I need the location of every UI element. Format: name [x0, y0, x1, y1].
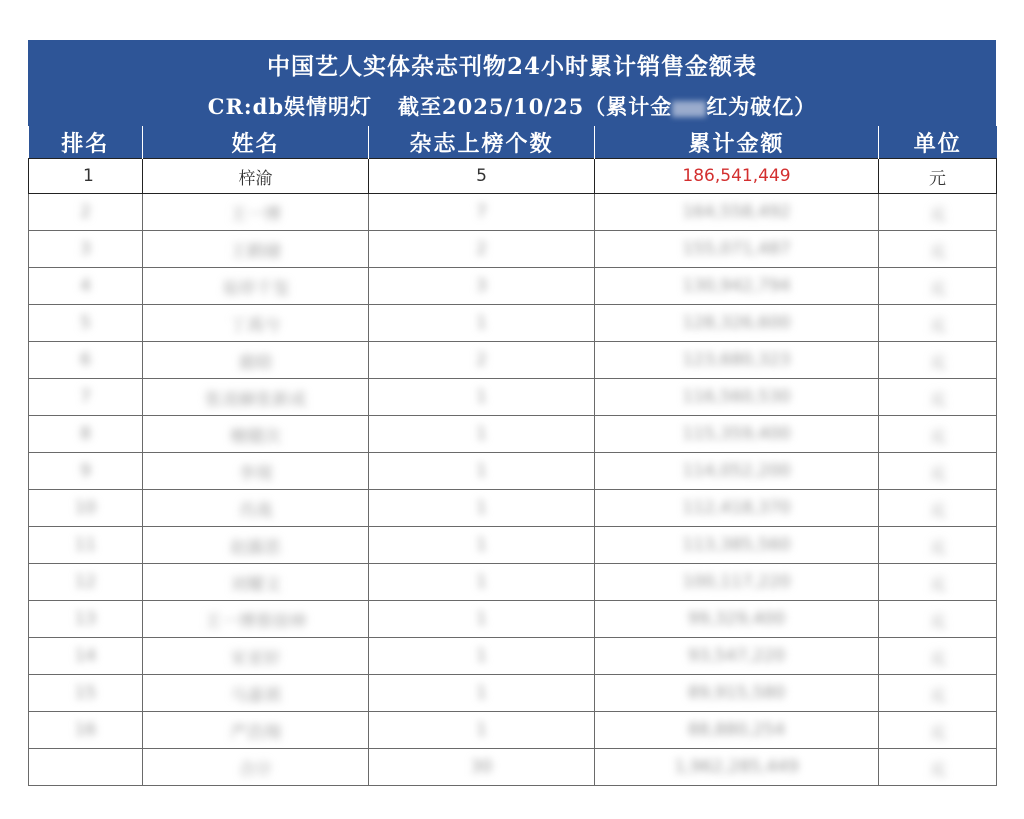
rank-text: 3 [80, 239, 91, 259]
table-row [29, 194, 997, 231]
rank-text: 4 [80, 276, 91, 296]
count-cell: 5 [369, 159, 595, 194]
amount-cell [595, 638, 879, 675]
name-text: 易烊千玺 [221, 278, 290, 299]
amount-cell [595, 675, 879, 712]
amount-text: 114,052,200 [682, 461, 791, 481]
count-cell [369, 416, 595, 453]
count-cell [369, 712, 595, 749]
amount-text: 99,329,400 [687, 609, 786, 629]
count-text: 1 [476, 461, 487, 481]
unit-text: 元 [929, 204, 946, 225]
name-text: 宋亚轩 [230, 648, 281, 669]
amount-cell [595, 527, 879, 564]
unit-cell [879, 453, 997, 490]
rank-cell [29, 379, 143, 416]
count-cell [369, 268, 595, 305]
amount-text: 100,117,220 [682, 572, 791, 592]
name-cell [143, 564, 369, 601]
amount-text: 93,547,220 [687, 646, 786, 666]
unit-cell [879, 416, 997, 453]
rank-cell [29, 453, 143, 490]
name-cell [143, 638, 369, 675]
amount-cell [595, 194, 879, 231]
amount-cell [595, 231, 879, 268]
count-cell [369, 601, 595, 638]
rank-text: 6 [80, 350, 91, 370]
unit-text: 元 [929, 426, 946, 447]
count-cell [369, 194, 595, 231]
name-text: 王一博 [230, 204, 281, 225]
name-cell [143, 749, 369, 786]
note-suffix: 红为破亿） [706, 94, 817, 119]
rank-text: 10 [74, 498, 97, 518]
name-cell [143, 379, 369, 416]
unit-text: 元 [929, 648, 946, 669]
rank-text: 13 [74, 609, 97, 629]
table-row [29, 564, 997, 601]
name-cell [143, 453, 369, 490]
name-cell [143, 490, 369, 527]
rank-cell [29, 342, 143, 379]
amount-cell [595, 453, 879, 490]
unit-cell [879, 490, 997, 527]
unit-cell: 元 [879, 159, 997, 194]
rank-cell [29, 638, 143, 675]
amount-text: 128,326,600 [682, 313, 791, 333]
amount-cell [595, 416, 879, 453]
rank-text: 15 [74, 683, 97, 703]
count-text: 7 [476, 202, 487, 222]
unit-text: 元 [929, 611, 946, 632]
unit-text: 元 [929, 352, 946, 373]
unit-text: 元 [929, 500, 946, 521]
rank-cell [29, 268, 143, 305]
count-cell [369, 564, 595, 601]
count-cell [369, 490, 595, 527]
table-row [29, 675, 997, 712]
amount-cell: 186,541,449 [595, 159, 879, 194]
table-row [29, 601, 997, 638]
table-row [29, 527, 997, 564]
amount-cell [595, 601, 879, 638]
count-cell [369, 379, 595, 416]
header-amount: 累计金额 [595, 126, 879, 159]
amount-cell [595, 305, 879, 342]
name-cell: 梓渝 [143, 159, 369, 194]
unit-cell [879, 194, 997, 231]
rank-cell [29, 416, 143, 453]
name-text: 王一博蔡徐坤 [204, 611, 307, 632]
amount-text: 164,558,492 [682, 202, 791, 222]
credit-text: CR:db娱情明灯 [207, 94, 373, 119]
amount-text: 113,385,560 [682, 535, 791, 555]
header-rank: 排名 [29, 126, 143, 159]
amount-cell [595, 490, 879, 527]
name-text: 严浩翔 [230, 722, 281, 743]
table-row [29, 379, 997, 416]
rank-cell [29, 490, 143, 527]
unit-cell [879, 564, 997, 601]
rank-cell [29, 749, 143, 786]
rank-text: 12 [74, 572, 97, 592]
header-row [29, 126, 997, 159]
name-text: 鹿晗 [238, 352, 273, 373]
amount-cell [595, 564, 879, 601]
count-cell [369, 749, 595, 786]
count-text: 1 [476, 572, 487, 592]
rank-text: 2 [80, 202, 91, 222]
unit-text: 元 [929, 537, 946, 558]
unit-text: 元 [929, 685, 946, 706]
count-text: 1 [476, 424, 487, 444]
amount-text: 155,071,487 [682, 239, 791, 259]
unit-cell [879, 675, 997, 712]
table-row [29, 231, 997, 268]
rank-cell [29, 712, 143, 749]
table-subtitle [28, 90, 996, 126]
name-cell [143, 194, 369, 231]
amount-text: 115,359,400 [682, 424, 791, 444]
table-row [29, 159, 997, 194]
unit-text: 元 [929, 241, 946, 262]
header-name: 姓名 [143, 126, 369, 159]
amount-text: 89,915,580 [687, 683, 786, 703]
table-row [29, 712, 997, 749]
name-cell [143, 231, 369, 268]
count-text: 1 [476, 535, 487, 555]
name-cell [143, 527, 369, 564]
amount-text: 130,942,794 [682, 276, 791, 296]
amount-text: 116,560,530 [682, 387, 791, 407]
unit-cell [879, 231, 997, 268]
sales-table-sheet [28, 40, 996, 786]
count-text: 1 [476, 609, 487, 629]
unit-cell [879, 379, 997, 416]
obscured-mark [672, 101, 706, 117]
count-text: 3 [476, 276, 487, 296]
table-row [29, 490, 997, 527]
unit-cell [879, 712, 997, 749]
table-row [29, 638, 997, 675]
rank-text: 8 [80, 424, 91, 444]
amount-text: 88,880,254 [687, 720, 786, 740]
count-cell [369, 675, 595, 712]
rank-text: 11 [74, 535, 97, 555]
rank-cell [29, 675, 143, 712]
count-text: 1 [476, 720, 487, 740]
unit-text: 元 [929, 278, 946, 299]
amount-cell [595, 268, 879, 305]
rank-text: 7 [80, 387, 91, 407]
table-banner [28, 40, 996, 126]
note-prefix: 截至2025/10/25（累计金 [398, 94, 673, 119]
table-row [29, 268, 997, 305]
unit-cell [879, 749, 997, 786]
count-cell [369, 527, 595, 564]
count-text: 1 [476, 683, 487, 703]
unit-cell [879, 268, 997, 305]
amount-cell [595, 712, 879, 749]
rank-cell [29, 564, 143, 601]
rank-cell: 1 [29, 159, 143, 194]
table-row [29, 416, 997, 453]
name-text: 张凌赫张新成 [204, 389, 307, 410]
table-row [29, 305, 997, 342]
total-row [29, 749, 997, 786]
header-count: 杂志上榜个数 [369, 126, 595, 159]
unit-cell [879, 305, 997, 342]
count-text: 1 [476, 646, 487, 666]
name-text: 刘耀文 [230, 574, 281, 595]
rank-text: 14 [74, 646, 97, 666]
count-cell [369, 638, 595, 675]
rank-cell [29, 194, 143, 231]
header-unit: 单位 [879, 126, 997, 159]
amount-text: 112,418,370 [682, 498, 791, 518]
count-text: 2 [476, 350, 487, 370]
count-cell [369, 342, 595, 379]
count-text: 1 [476, 387, 487, 407]
unit-text: 元 [929, 574, 946, 595]
unit-text: 元 [929, 315, 946, 336]
rank-cell [29, 527, 143, 564]
name-cell [143, 416, 369, 453]
name-text: 李现 [238, 463, 273, 484]
table-row [29, 453, 997, 490]
count-text: 2 [476, 239, 487, 259]
unit-cell [879, 638, 997, 675]
rank-text: 16 [74, 720, 97, 740]
name-text: 檀健次 [230, 426, 281, 447]
count-cell [369, 305, 595, 342]
rank-cell [29, 231, 143, 268]
unit-text: 元 [929, 463, 946, 484]
name-cell [143, 675, 369, 712]
count-text: 1 [476, 498, 487, 518]
rank-text: 5 [80, 313, 91, 333]
rank-text: 9 [80, 461, 91, 481]
name-text: 肖战 [238, 500, 273, 521]
count-text: 1 [476, 313, 487, 333]
amount-text: 1,962,285,449 [674, 757, 799, 777]
amount-cell [595, 749, 879, 786]
unit-cell [879, 601, 997, 638]
rank-cell [29, 601, 143, 638]
name-text: 合计 [238, 759, 273, 780]
unit-cell [879, 342, 997, 379]
name-cell [143, 601, 369, 638]
amount-cell [595, 342, 879, 379]
name-text: 赵露思 [230, 537, 281, 558]
rank-cell [29, 305, 143, 342]
name-text: 丁禹兮 [230, 315, 281, 336]
name-cell [143, 712, 369, 749]
unit-text: 元 [929, 722, 946, 743]
sales-table [28, 126, 997, 786]
count-cell [369, 453, 595, 490]
unit-cell [879, 527, 997, 564]
name-text: 王鹤棣 [230, 241, 281, 262]
amount-cell [595, 379, 879, 416]
count-cell [369, 231, 595, 268]
unit-text: 元 [929, 759, 946, 780]
name-cell [143, 305, 369, 342]
name-text: 马嘉祺 [230, 685, 281, 706]
count-text: 30 [470, 757, 493, 777]
unit-text: 元 [929, 389, 946, 410]
table-row [29, 342, 997, 379]
name-cell [143, 342, 369, 379]
name-cell [143, 268, 369, 305]
table-title: 中国艺人实体杂志刊物24小时累计销售金额表 [266, 53, 757, 80]
amount-text: 123,680,323 [682, 350, 791, 370]
